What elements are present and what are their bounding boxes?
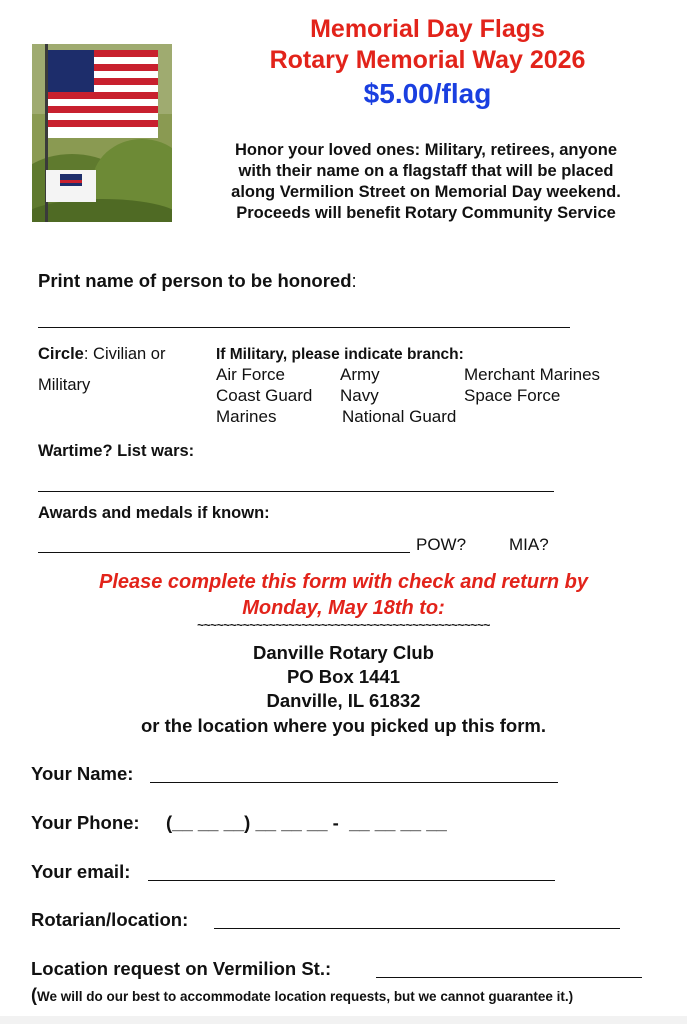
note-paren: ( [31, 985, 37, 1005]
mia-option[interactable]: MIA? [509, 535, 549, 554]
title-line-1: Memorial Day Flags [310, 15, 545, 43]
honoree-name-line[interactable] [38, 327, 570, 328]
your-email-line[interactable] [148, 880, 555, 881]
intro-line-4: Proceeds will benefit Rotary Community Service [236, 204, 616, 222]
location-line[interactable] [376, 977, 642, 978]
title-line-2: Rotary Memorial Way 2026 [269, 46, 586, 74]
wartime-line[interactable] [38, 491, 554, 492]
honoree-label [38, 270, 357, 292]
awards-line[interactable] [38, 552, 410, 553]
branch-air-force[interactable]: Air Force [216, 365, 285, 384]
your-name-label: Your Name: [31, 763, 134, 784]
tilde-divider: ~~~~~~~~~~~~~~~~~~~~~~~~~~~~~~~~~~~~~~~~~~~~~ [197, 618, 490, 632]
price: $5.00/flag [363, 78, 492, 109]
address-po: PO Box 1441 [286, 666, 401, 687]
branch-space-force[interactable]: Space Force [464, 386, 561, 405]
instructions-line-2: Monday, May 18th to: [242, 597, 445, 619]
awards-label: Awards and medals if known: [38, 504, 270, 522]
intro-line-1: Honor your loved ones: Military, retirees, anyone [234, 141, 618, 159]
your-phone-format[interactable]: (__ __ __) __ __ __ - __ __ __ __ [166, 812, 447, 833]
rotarian-line[interactable] [214, 928, 620, 929]
circle-label [38, 345, 165, 364]
pow-option[interactable]: POW? [416, 535, 467, 554]
location-note [31, 985, 573, 1006]
your-name-line[interactable] [150, 782, 558, 783]
branch-prompt: If Military, please indicate branch: [216, 346, 464, 363]
address-alt: or the location where you picked up this form. [141, 715, 546, 736]
note-text: We will do our best to accommodate location requests, but we cannot guarantee it.) [37, 989, 574, 1004]
intro-line-3: along Vermilion Street on Memorial Day weekend. [231, 183, 621, 201]
circle-options[interactable]: : Civilian or [83, 345, 166, 363]
wartime-label: Wartime? List wars: [38, 442, 195, 460]
circle-label-text: Circle [38, 345, 84, 363]
american-flag-icon [32, 44, 172, 222]
branch-army[interactable]: Army [340, 365, 380, 384]
intro-text [180, 140, 672, 224]
instructions-line-1: Please complete this form with check and return by [98, 571, 589, 593]
branch-national-guard[interactable]: National Guard [342, 407, 457, 426]
military-option[interactable]: Military [38, 376, 91, 394]
branch-marines[interactable]: Marines [216, 407, 277, 426]
honoree-colon: : [351, 270, 357, 291]
intro-line-2: with their name on a flagstaff that will be placed [238, 162, 614, 180]
flag-photo [32, 44, 172, 222]
address-city: Danville, IL 61832 [266, 690, 421, 711]
honoree-label-text: Print name of person to be honored [38, 270, 352, 291]
branch-merchant-marines[interactable]: Merchant Marines [464, 365, 601, 384]
your-email-label: Your email: [31, 861, 131, 882]
address-org: Danville Rotary Club [253, 642, 434, 663]
branch-navy[interactable]: Navy [340, 386, 379, 405]
branch-coast-guard[interactable]: Coast Guard [216, 386, 313, 405]
location-label: Location request on Vermilion St.: [31, 958, 332, 979]
rotarian-label: Rotarian/location: [31, 909, 189, 930]
page-bottom-edge [0, 1016, 687, 1024]
your-phone-label: Your Phone: [31, 812, 140, 833]
